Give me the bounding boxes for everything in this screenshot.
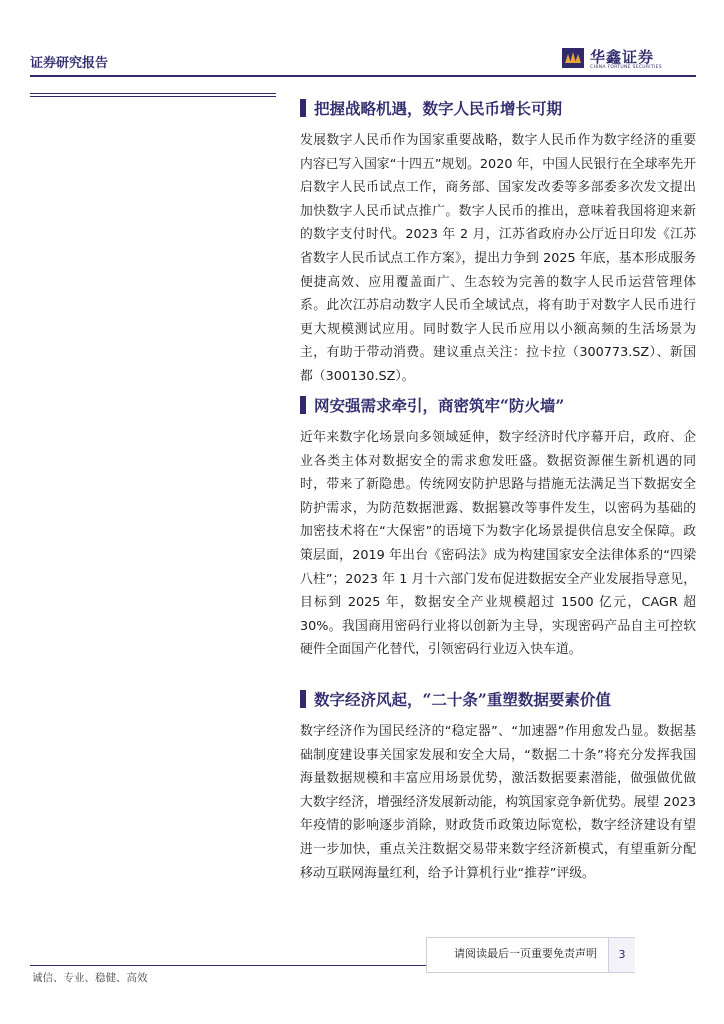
- disclaimer-link[interactable]: 请阅读最后一页重要免责声明: [454, 947, 597, 960]
- header-divider: [30, 75, 696, 77]
- section-body: 数字经济作为国民经济的“稳定器”、“加速器”作用愈发凸显。数据基础制度建设事关国家发展和安全大局，“数据二十条”将充分发挥我国海量数据规模和丰富应用场景优势，激活数据要素潜能，做强做优做大数字经济，增强经济发展新动能，构筑国家竞争新优势。展望 2023 年疫情的影响逐步消除，财政货币政策边际宽松，数字经济建设有望进一步加快，重点关注数据交易带来数字经济新模式，有望重新分配移动互联网海量红利，给予计算机行业“推荐”评级。: [300, 724, 696, 881]
- sidebar-divider: [30, 96, 276, 97]
- section-digital-rmb: [300, 95, 696, 391]
- section-heading: [300, 95, 696, 121]
- section-title: 网安强需求牵引，商密筑牢“防火墙”: [314, 396, 565, 415]
- heading-marker: [300, 690, 306, 708]
- section-heading: [300, 392, 696, 418]
- company-slogan: 诚信、专业、稳健、高效: [32, 972, 148, 984]
- heading-marker: [300, 99, 306, 117]
- section-title: 把握战略机遇，数字人民币增长可期: [314, 99, 563, 118]
- report-label: 证券研究报告: [30, 56, 109, 71]
- footer-divider: [30, 965, 426, 966]
- section-title: 数字经济风起，“二十条”重塑数据要素价值: [314, 690, 611, 709]
- section-digital-economy: [300, 686, 696, 887]
- brand-logo: [562, 46, 672, 74]
- section-body: 发展数字人民币作为国家重要战略，数字人民币作为数字经济的重要内容已写入国家“十四五”规划。2020 年，中国人民银行在全球率先开启数字人民币试点工作，商务部、国家发改委等多部委多次发文提出加快数字人民币试点推广。数字人民币的推出，意味着我国将迎来新的数字支付时代。2023 年 2 月，江苏省政府办公厅近日印发《江苏省数字人民币试点工作方案》，提出力争到 2025 年底，基本形成服务便捷高效、应用覆盖面广、生态较为完善的数字人民币运营管理体系。此次江苏启动数字人民币全域试点，将有助于对数字人民币进行更大规模测试应用。同时数字人民币应用以小额高频的生活场景为主，有助于带动消费。建议重点关注：拉卡拉（300773.SZ）、新国都（300130.SZ）。: [300, 133, 696, 384]
- sidebar-divider: [30, 93, 276, 94]
- brand-name-en: CHINA FORTUNE SECURITIES: [590, 65, 662, 70]
- heading-marker: [300, 396, 306, 414]
- section-heading: [300, 686, 696, 712]
- page-number: 3: [608, 938, 635, 972]
- brand-name: 华鑫证券: [590, 48, 655, 66]
- section-cybersecurity: [300, 392, 696, 664]
- section-body: 近年来数字化场景向多领域延伸，数字经济时代序幕开启，政府、企业各类主体对数据安全的需求愈发旺盛。数据资源催生新机遇的同时，带来了新隐患。传统网安防护思路与措施无法满足当下数据安全防护需求，为防范数据泄露、数据篡改等事件发生，以密码为基础的加密技术将在“大保密”的语境下为数字化场景提供信息安全保障。政策层面，2019 年出台《密码法》成为构建国家安全法律体系的“四梁八柱”；2023 年 1 月十六部门发布促进数据安全产业发展指导意见，目标到 2025 年，数据安全产业规模超过 1500 亿元，CAGR 超 30%。我国商用密码行业将以创新为主导，实现密码产品自主可控软硬件全面国产化替代，引领密码行业迈入快车道。: [300, 430, 696, 658]
- brand-logo-icon: [562, 48, 584, 68]
